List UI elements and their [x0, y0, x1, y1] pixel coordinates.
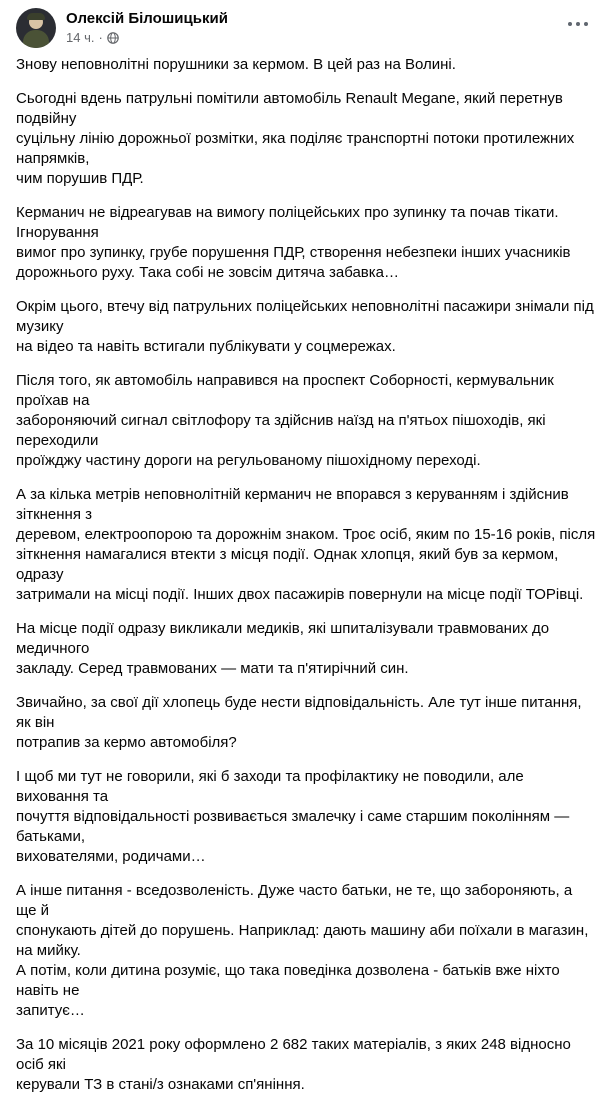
post-text [16, 55, 596, 1109]
post-paragraph: Керманич не відреагував на вимогу поліцейських про зупинку та почав тікати. Ігнорування вимог про зупинку, грубе порушення ПДР, створення небезпеки інших учасників дорожнього руху. Така собі не зовсім дитяча забавка… [16, 204, 571, 281]
post-paragraph: А інше питання - вседозволеність. Дуже часто батьки, не те, що забороняють, а ще й спонукають дітей до порушень. Наприклад: дають машину аби поїхали в магазин, на мийку. А потім, коли дитина розуміє, що така поведінка дозволена - батьків вже ніхто навіть не запитує… [16, 882, 589, 1019]
post-paragraph: Окрім цього, втечу від патрульних поліцейських неповнолітні пасажири знімали під музику на відео та навіть встигали публікувати у соцмережах. [16, 298, 594, 355]
post-paragraph: На місце події одразу викликали медиків, які шпиталізували травмованих до медичного закладу. Серед травмованих — мати та п'ятирічний син. [16, 620, 550, 677]
author-name[interactable]: Олексій Білошицький [66, 10, 228, 27]
more-options-button[interactable] [560, 12, 596, 36]
post-header [16, 8, 228, 48]
globe-icon [107, 32, 119, 44]
post-paragraph: Після того, як автомобіль направився на проспект Соборності, кермувальник проїхав на забороняючий сигнал світлофору та здійснив наїзд на п'ятьох пішоходів, які переходили проїжджу частину дороги на регульованому пішохідному переході. [16, 372, 554, 469]
post-meta [66, 8, 228, 46]
post-paragraph: Звичайно, за свої дії хлопець буде нести відповідальність. Але тут інше питання, як він потрапив за кермо автомобіля? [16, 694, 582, 751]
post-paragraph: Сьогодні вдень патрульні помітили автомобіль Renault Megane, який перетнув подвійну суцільну лінію дорожньої розмітки, яка поділяє транспортні потоки протилежних напрямків, чим порушив ПДР. [16, 90, 575, 187]
dot-icon [584, 22, 588, 26]
dot-icon [576, 22, 580, 26]
avatar[interactable] [16, 8, 56, 48]
post-time[interactable]: 14 ч. [66, 30, 95, 45]
dot-icon [568, 22, 572, 26]
separator-dot: · [98, 30, 103, 45]
post-paragraph: А за кілька метрів неповнолітній керманич не впорався з керуванням і здійснив зіткнення з деревом, електроопорою та дорожнім знаком. Троє осіб, яким по 15-16 років, після зіткнення намагалися втекти з місця події. Однак хлопця, який був за кермом, одразу затримали на місці події. Інших двох пасажирів повернули на місце події ТОРівці. [16, 486, 596, 603]
post-paragraph: І щоб ми тут не говорили, які б заходи та профілактику не поводили, але виховання та почуття відповідальності розвивається змалечку і саме старшим поколінням — батьками, вихователями, родичами… [16, 768, 570, 865]
post-paragraph: За 10 місяців 2021 року оформлено 2 682 таких матеріалів, з яких 248 відносно осіб які керували ТЗ в стані/з ознаками сп'яніння. [16, 1036, 571, 1093]
post-paragraph: Знову неповнолітні порушники за кермом. В цей раз на Волині. [16, 56, 456, 73]
post-timebar [66, 30, 228, 46]
